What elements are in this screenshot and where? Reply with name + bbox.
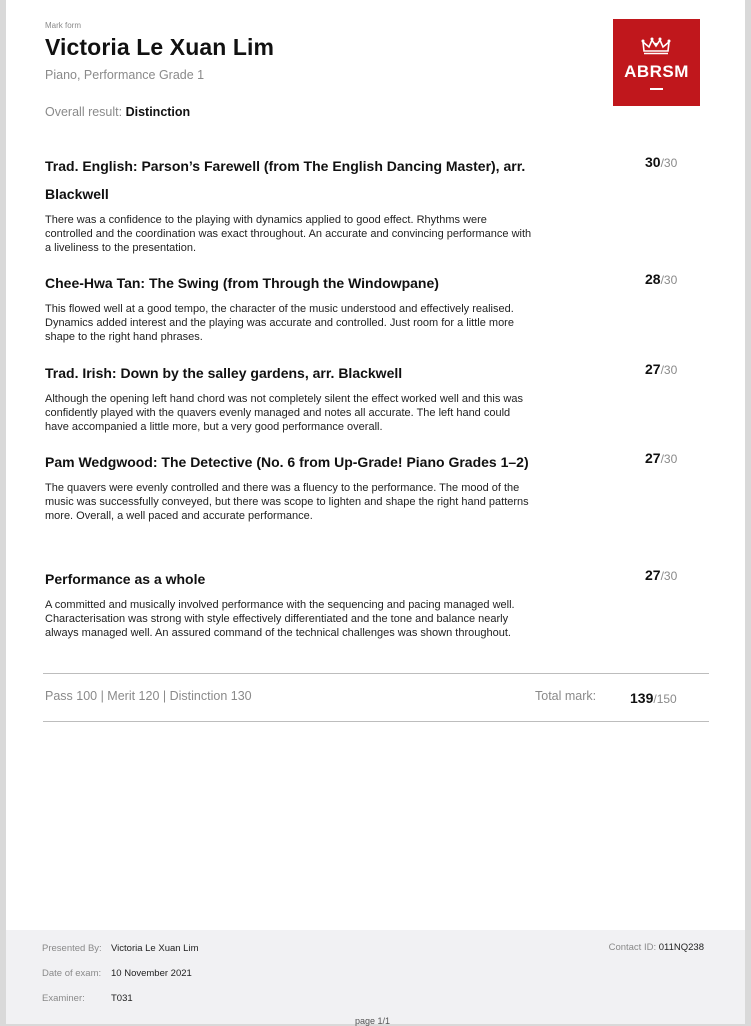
mark-value: 27 xyxy=(645,450,661,466)
crown-icon xyxy=(641,37,671,55)
mark-out-of: /30 xyxy=(660,569,678,583)
piece-title: Trad. English: Parson’s Farewell (from The English Dancing Master), arr. Blackwell xyxy=(45,158,526,202)
piece-comment: There was a confidence to the playing with dynamics applied to good effect. Rhythms were controlled and the coordination was exact throughout. An accurate and convincing performance with a liveliness to the presentation. xyxy=(45,214,532,254)
piece-title: Performance as a whole xyxy=(45,571,206,587)
piece-mark xyxy=(645,154,685,170)
mark-out-of: /30 xyxy=(660,156,678,170)
piece-mark xyxy=(645,567,685,583)
presented-by-value: Victoria Le Xuan Lim xyxy=(111,943,199,954)
form-label: Mark form xyxy=(45,21,81,30)
performance-as-whole xyxy=(45,565,685,640)
piece-title: Chee-Hwa Tan: The Swing (from Through the Windowpane) xyxy=(45,275,439,291)
mark-out-of: /30 xyxy=(660,363,678,377)
logo-bar xyxy=(650,88,663,90)
total-mark-label: Total mark: xyxy=(535,689,597,703)
piece-title: Pam Wedgwood: The Detective (No. 6 from Up-Grade! Piano Grades 1–2) xyxy=(45,454,529,470)
exam-date-label: Date of exam: xyxy=(42,968,102,979)
divider xyxy=(43,721,709,722)
candidate-name: Victoria Le Xuan Lim xyxy=(45,34,275,60)
piece-mark xyxy=(645,450,685,466)
examiner-label: Examiner: xyxy=(42,993,85,1004)
footer xyxy=(6,930,745,1024)
abrsm-logo xyxy=(613,19,700,106)
presented-by-row xyxy=(42,943,199,954)
mark-out-of: /30 xyxy=(660,273,678,287)
piece-comment: Although the opening left hand chord was not completely silent the effect worked well and this was confidently played with the quavers evenly managed and notes all accurate. The left hand could have accompanied a little more, but a very good performance overall. xyxy=(45,393,523,433)
overall-result-value: Distinction xyxy=(125,105,191,119)
piece-4 xyxy=(45,448,685,523)
piece-title: Trad. Irish: Down by the salley gardens, arr. Blackwell xyxy=(45,365,403,381)
presented-by-label: Presented By: xyxy=(42,943,102,954)
exam-date-row xyxy=(42,968,192,979)
grade-thresholds: Pass 100 | Merit 120 | Distinction 130 xyxy=(45,689,252,703)
mark-form-page xyxy=(6,0,745,1024)
total-mark-out-of: /150 xyxy=(653,692,677,706)
piece-comment: The quavers were evenly controlled and there was a fluency to the performance. The mood of the music was successfully conveyed, but there was scope to lighten and shape the right hand patterns more. Overall, a well paced and accurate performance. xyxy=(45,482,529,522)
divider xyxy=(43,673,709,674)
contact-id-value: 011NQ238 xyxy=(658,942,704,953)
contact-id xyxy=(609,942,704,953)
overall-result xyxy=(45,105,190,119)
piece-3 xyxy=(45,359,685,434)
piece-2 xyxy=(45,269,685,344)
piece-mark xyxy=(645,271,685,287)
total-mark xyxy=(630,690,677,706)
mark-value: 30 xyxy=(645,154,661,170)
exam-subject: Piano, Performance Grade 1 xyxy=(45,68,205,82)
total-mark-value: 139 xyxy=(630,690,654,706)
page-number: page 1/1 xyxy=(355,1016,391,1026)
contact-id-label: Contact ID: xyxy=(608,942,657,953)
piece-comment: A committed and musically involved performance with the sequencing and pacing managed well. Characterisation was strong with style effectively differentiated and the tone and balance nearly always managed well. An assured command of the technical challenges was shown throughout. xyxy=(45,599,515,639)
piece-1 xyxy=(45,152,685,255)
mark-value: 27 xyxy=(645,567,661,583)
examiner-row xyxy=(42,993,133,1004)
mark-value: 27 xyxy=(645,361,661,377)
piece-comment: This flowed well at a good tempo, the character of the music understood and effectively realised. Dynamics added interest and the playing was accurate and controlled. Just room for a little more shape to the right hand phrases. xyxy=(45,303,514,343)
mark-out-of: /30 xyxy=(660,452,678,466)
examiner-value: T031 xyxy=(111,993,133,1004)
exam-date-value: 10 November 2021 xyxy=(111,968,192,979)
overall-result-label: Overall result: xyxy=(45,105,123,119)
logo-text: ABRSM xyxy=(624,62,689,81)
mark-value: 28 xyxy=(645,271,661,287)
piece-mark xyxy=(645,361,685,377)
